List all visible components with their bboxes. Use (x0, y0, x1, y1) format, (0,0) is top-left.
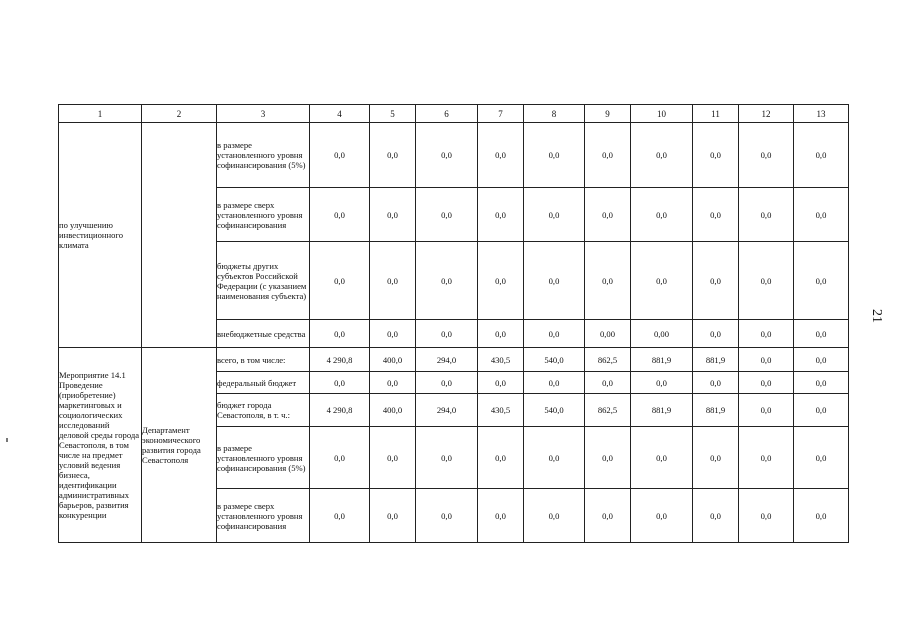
budget-table-body (59, 105, 849, 543)
amount-cell: 0,0 (524, 427, 585, 489)
scan-mark (6, 438, 8, 442)
amount-cell: 0,0 (631, 372, 693, 394)
amount-cell: 881,9 (693, 348, 739, 372)
amount-cell: 540,0 (524, 394, 585, 427)
amount-cell: 0,0 (370, 242, 416, 320)
page-number: 21 (869, 309, 884, 323)
column-header: 8 (524, 105, 585, 123)
amount-cell: 0,0 (739, 242, 794, 320)
amount-cell: 0,0 (739, 348, 794, 372)
amount-cell: 0,0 (794, 123, 849, 188)
amount-cell: 0,0 (693, 123, 739, 188)
amount-cell: 0,0 (370, 188, 416, 242)
funding-source: в размере сверх установленного уровня софинансирования (217, 188, 310, 242)
amount-cell: 0,0 (693, 372, 739, 394)
amount-cell: 0,0 (524, 372, 585, 394)
responsible-executor (142, 123, 217, 348)
amount-cell: 0,0 (478, 123, 524, 188)
column-header: 11 (693, 105, 739, 123)
amount-cell: 0,0 (794, 242, 849, 320)
amount-cell: 0,0 (693, 188, 739, 242)
amount-cell: 0,00 (585, 320, 631, 348)
amount-cell: 0,0 (310, 372, 370, 394)
funding-source: в размере установленного уровня софинансирования (5%) (217, 427, 310, 489)
amount-cell: 0,0 (524, 123, 585, 188)
amount-cell: 0,0 (693, 489, 739, 543)
amount-cell: 881,9 (631, 348, 693, 372)
amount-cell: 0,0 (794, 348, 849, 372)
amount-cell: 0,0 (524, 188, 585, 242)
amount-cell: 881,9 (631, 394, 693, 427)
funding-source: бюджет города Севастополя, в т. ч.: (217, 394, 310, 427)
amount-cell: 0,0 (631, 242, 693, 320)
amount-cell: 0,0 (310, 242, 370, 320)
amount-cell: 0,0 (739, 320, 794, 348)
amount-cell: 0,0 (524, 320, 585, 348)
amount-cell: 430,5 (478, 394, 524, 427)
table-header-row (59, 105, 849, 123)
amount-cell: 0,0 (416, 188, 478, 242)
funding-source: в размере сверх установленного уровня софинансирования (217, 489, 310, 543)
amount-cell: 0,0 (416, 489, 478, 543)
amount-cell: 0,0 (739, 123, 794, 188)
amount-cell: 0,0 (310, 123, 370, 188)
amount-cell: 0,0 (416, 372, 478, 394)
amount-cell: 0,0 (310, 188, 370, 242)
funding-source: в размере установленного уровня софинансирования (5%) (217, 123, 310, 188)
activity-name: по улучшению инвестиционного климата (59, 123, 142, 348)
column-header: 2 (142, 105, 217, 123)
amount-cell: 0,0 (416, 123, 478, 188)
funding-source: федеральный бюджет (217, 372, 310, 394)
funding-source: всего, в том числе: (217, 348, 310, 372)
amount-cell: 0,00 (631, 320, 693, 348)
table-row (59, 348, 849, 372)
amount-cell: 0,0 (739, 188, 794, 242)
amount-cell: 862,5 (585, 394, 631, 427)
amount-cell: 0,0 (310, 320, 370, 348)
column-header: 5 (370, 105, 416, 123)
amount-cell: 0,0 (794, 394, 849, 427)
amount-cell: 0,0 (585, 372, 631, 394)
amount-cell: 0,0 (631, 427, 693, 489)
amount-cell: 0,0 (478, 320, 524, 348)
funding-source: бюджеты других субъектов Российской Федерации (с указанием наименования субъекта) (217, 242, 310, 320)
amount-cell: 0,0 (794, 320, 849, 348)
amount-cell: 0,0 (794, 188, 849, 242)
column-header: 1 (59, 105, 142, 123)
amount-cell: 0,0 (693, 242, 739, 320)
amount-cell: 0,0 (631, 188, 693, 242)
amount-cell: 0,0 (585, 242, 631, 320)
amount-cell: 0,0 (631, 489, 693, 543)
amount-cell: 0,0 (585, 188, 631, 242)
amount-cell: 294,0 (416, 348, 478, 372)
responsible-executor: Департамент экономического развития города Севастополя (142, 348, 217, 543)
amount-cell: 862,5 (585, 348, 631, 372)
amount-cell: 0,0 (310, 489, 370, 543)
amount-cell: 0,0 (478, 372, 524, 394)
amount-cell: 0,0 (478, 427, 524, 489)
column-header: 10 (631, 105, 693, 123)
amount-cell: 4 290,8 (310, 394, 370, 427)
amount-cell: 0,0 (739, 427, 794, 489)
column-header: 9 (585, 105, 631, 123)
amount-cell: 0,0 (370, 427, 416, 489)
amount-cell: 0,0 (370, 372, 416, 394)
amount-cell: 0,0 (370, 320, 416, 348)
column-header: 3 (217, 105, 310, 123)
amount-cell: 0,0 (794, 372, 849, 394)
amount-cell: 0,0 (693, 427, 739, 489)
amount-cell: 0,0 (478, 188, 524, 242)
column-header: 4 (310, 105, 370, 123)
amount-cell: 400,0 (370, 348, 416, 372)
column-header: 6 (416, 105, 478, 123)
activity-name: Мероприятие 14.1 Проведение (приобретение) маркетинговых и социологических исследований деловой среды города Севастополя, в том числе на предмет условий ведения бизнеса, идентификации административных барьеров, развития конкуренции (59, 348, 142, 543)
amount-cell: 0,0 (585, 427, 631, 489)
amount-cell: 430,5 (478, 348, 524, 372)
amount-cell: 0,0 (739, 372, 794, 394)
amount-cell: 0,0 (585, 489, 631, 543)
amount-cell: 0,0 (310, 427, 370, 489)
amount-cell: 540,0 (524, 348, 585, 372)
funding-source: внебюджетные средства (217, 320, 310, 348)
amount-cell: 0,0 (585, 123, 631, 188)
column-header: 13 (794, 105, 849, 123)
amount-cell: 400,0 (370, 394, 416, 427)
column-header: 12 (739, 105, 794, 123)
amount-cell: 881,9 (693, 394, 739, 427)
amount-cell: 0,0 (794, 489, 849, 543)
amount-cell: 0,0 (416, 242, 478, 320)
amount-cell: 0,0 (631, 123, 693, 188)
amount-cell: 0,0 (739, 394, 794, 427)
amount-cell: 0,0 (416, 427, 478, 489)
amount-cell: 0,0 (794, 427, 849, 489)
amount-cell: 294,0 (416, 394, 478, 427)
amount-cell: 0,0 (478, 242, 524, 320)
amount-cell: 0,0 (370, 489, 416, 543)
amount-cell: 0,0 (416, 320, 478, 348)
budget-table (58, 104, 849, 543)
amount-cell: 0,0 (739, 489, 794, 543)
amount-cell: 0,0 (478, 489, 524, 543)
column-header: 7 (478, 105, 524, 123)
amount-cell: 4 290,8 (310, 348, 370, 372)
amount-cell: 0,0 (370, 123, 416, 188)
table-row (59, 123, 849, 188)
amount-cell: 0,0 (693, 320, 739, 348)
amount-cell: 0,0 (524, 489, 585, 543)
amount-cell: 0,0 (524, 242, 585, 320)
